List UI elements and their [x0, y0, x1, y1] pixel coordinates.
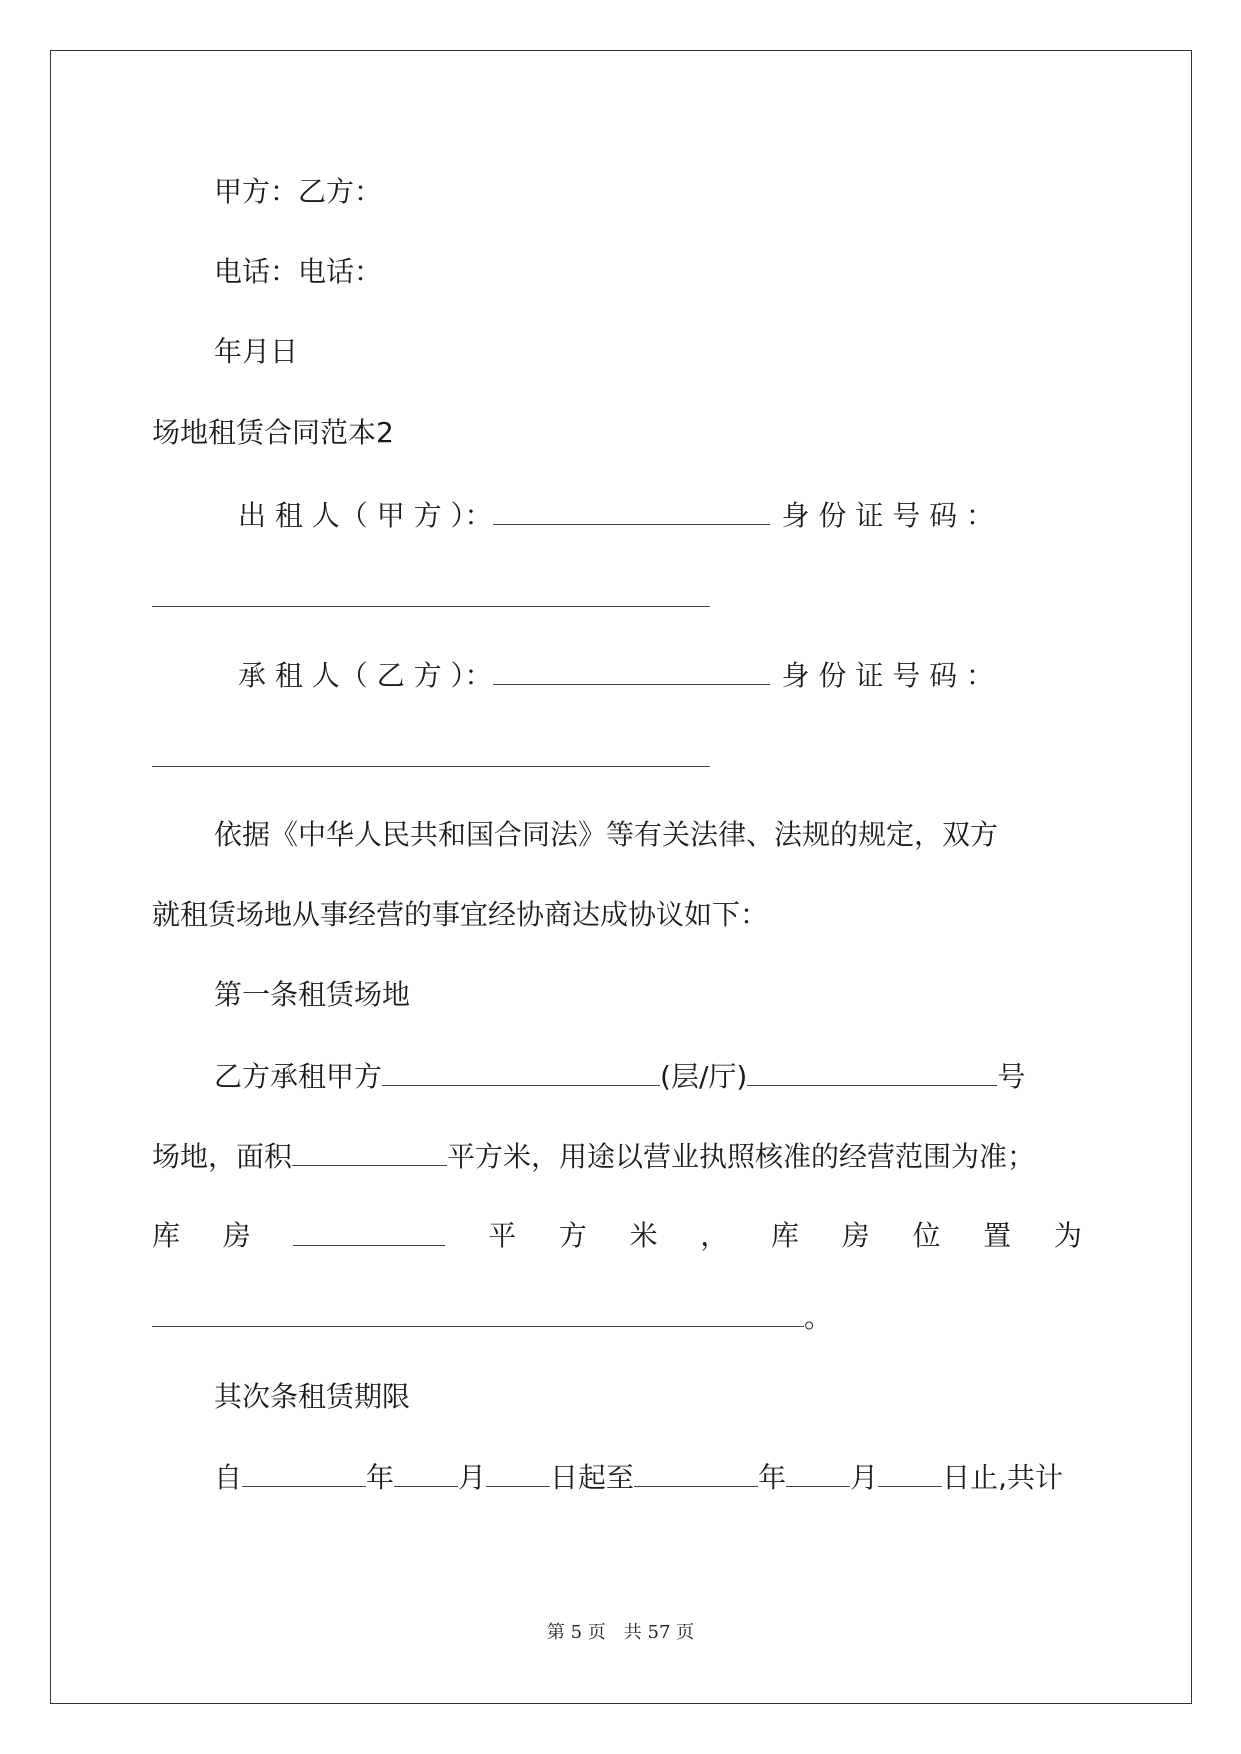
warehouse-char: 库 [771, 1219, 800, 1252]
venue-text-c: 号 [997, 1060, 1026, 1093]
term-month2: 月 [850, 1461, 879, 1494]
venue-hall-blank [382, 1056, 660, 1086]
lessor-id-blank [152, 606, 710, 607]
lessor-id-label: 身 份 证 号 码 ： [781, 499, 995, 532]
warehouse-char: 平 [488, 1219, 517, 1252]
area-line [152, 1136, 1035, 1177]
warehouse-char: 房 [222, 1219, 251, 1252]
warehouse-char: 方 [558, 1219, 587, 1252]
section-title: 场地租赁合同范本2 [152, 416, 394, 449]
end-year-blank [634, 1457, 758, 1487]
term-year2: 年 [758, 1461, 787, 1494]
warehouse-char: 米 [629, 1219, 658, 1252]
warehouse-char: 房 [841, 1219, 870, 1252]
venue-number-blank [747, 1056, 997, 1086]
venue-text-b: (层/厅) [660, 1060, 748, 1093]
basis-paragraph-line1: 依据《中华人民共和国合同法》等有关法律、法规的规定，双方 [214, 818, 999, 851]
term-year1: 年 [366, 1461, 395, 1494]
term-day1: 日起至 [550, 1461, 635, 1494]
start-day-blank [486, 1457, 550, 1487]
lessor-label: 出 租 人（ 甲 方 ）： [238, 499, 493, 532]
page-footer: 第 5 页 共 57 页 [546, 1622, 695, 1643]
lessee-line [238, 655, 994, 696]
lessee-name-blank [493, 655, 770, 685]
term-line [214, 1457, 1063, 1498]
warehouse-line [152, 1216, 1082, 1256]
end-month-blank [786, 1457, 850, 1487]
lessee-id-blank [152, 766, 710, 767]
phone-line: 电话：电话： [214, 255, 383, 288]
page-frame [50, 50, 1192, 1704]
warehouse-location-line [152, 1297, 832, 1338]
warehouse-char: 位 [912, 1219, 941, 1252]
term-from: 自 [214, 1461, 243, 1494]
period-mark: 。 [804, 1301, 833, 1334]
warehouse-char: ， [700, 1219, 729, 1252]
lessee-label: 承 租 人（ 乙 方 ）： [238, 659, 493, 692]
start-month-blank [394, 1457, 458, 1487]
term-day2: 日止,共计 [942, 1461, 1063, 1494]
lessor-name-blank [493, 495, 770, 525]
end-day-blank [878, 1457, 942, 1487]
lessee-id-label: 身 份 证 号 码 ： [781, 659, 995, 692]
warehouse-location-blank [152, 1297, 804, 1327]
article1-title: 第一条租赁场地 [214, 978, 411, 1011]
warehouse-char: 置 [983, 1219, 1012, 1252]
party-line: 甲方：乙方： [214, 175, 383, 208]
area-text-b: 平方米，用途以营业执照核准的经营范围为准； [447, 1140, 1036, 1173]
warehouse-char: 为 [1053, 1219, 1082, 1252]
venue-line [214, 1056, 1025, 1097]
term-month1: 月 [458, 1461, 487, 1494]
area-blank [292, 1136, 447, 1166]
article2-title: 其次条租赁期限 [214, 1380, 411, 1413]
basis-paragraph-line2: 就租赁场地从事经营的事宜经协商达成协议如下： [152, 898, 769, 931]
start-year-blank [242, 1457, 366, 1487]
date-line: 年月日 [214, 335, 299, 368]
warehouse-area-blank [293, 1216, 445, 1246]
lessor-line [238, 495, 994, 536]
warehouse-char: 库 [152, 1219, 181, 1252]
venue-text-a: 乙方承租甲方 [214, 1060, 383, 1093]
area-text-a: 场地，面积 [152, 1140, 293, 1173]
